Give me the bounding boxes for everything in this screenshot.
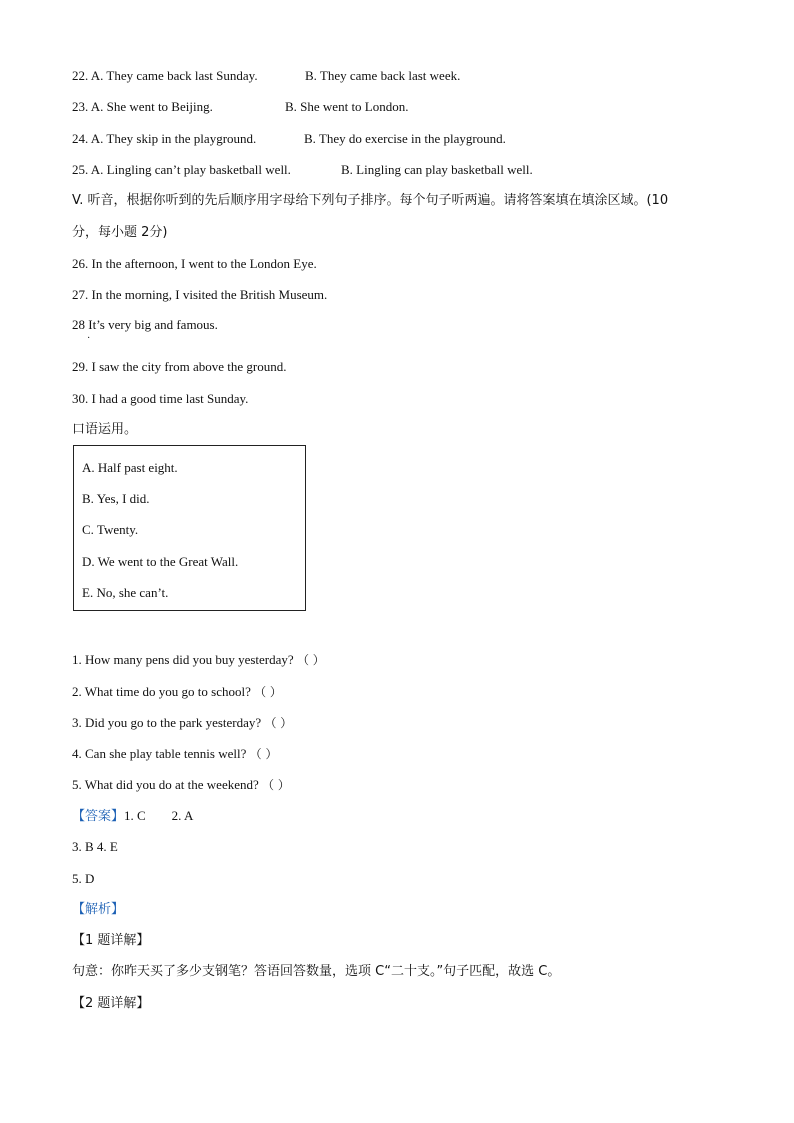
- box-option-d: D. We went to the Great Wall.: [82, 554, 239, 569]
- question-text: 4. Can she play table tennis well?: [72, 746, 247, 761]
- option-a-text: 23. A. She went to Beijing.: [72, 99, 213, 114]
- listening-question-23: [72, 99, 409, 115]
- box-option-a: A. Half past eight.: [82, 460, 178, 475]
- question-5: [72, 777, 290, 793]
- question-text: 5. What did you do at the weekend?: [72, 777, 259, 792]
- question-text: 3. Did you go to the park yesterday?: [72, 715, 262, 730]
- oral-section-title: 口语运用。: [72, 422, 138, 437]
- answer-label: 【答案】: [72, 809, 125, 824]
- question-text: 2. What time do you go to school?: [72, 684, 251, 699]
- sentence-29: 29. I saw the city from above the ground.: [72, 359, 287, 374]
- question-4: [72, 746, 277, 762]
- box-option-b: B. Yes, I did.: [82, 491, 150, 506]
- detail-1-text: 句意：你昨天买了多少支钢笔？答语回答数量，选项 C“二十支。”句子匹配，故选 C。: [72, 964, 561, 979]
- section-v-instruction-cont: 分，每小题 2分): [72, 225, 168, 240]
- listening-question-22: [72, 68, 461, 84]
- option-a-text: 25. A. Lingling can’t play basketball well.: [72, 162, 291, 177]
- answer-bracket: （ ）: [249, 747, 278, 761]
- question-2: [72, 684, 282, 700]
- answer-bracket: （ ）: [264, 716, 293, 730]
- detail-1-label: 【1 题详解】: [72, 933, 150, 948]
- sentence-30: 30. I had a good time last Sunday.: [72, 391, 249, 406]
- box-option-c: C. Twenty.: [82, 522, 139, 537]
- option-b-text: B. Lingling can play basketball well.: [341, 162, 533, 177]
- stray-dot: ·: [87, 333, 91, 344]
- answer-bracket: （ ）: [296, 653, 325, 667]
- listening-question-25: [72, 162, 533, 178]
- sentence-26: 26. In the afternoon, I went to the London Eye.: [72, 256, 317, 271]
- options-box: [73, 445, 306, 611]
- option-a-text: 22. A. They came back last Sunday.: [72, 68, 258, 83]
- answer-values: 1. C 2. A: [124, 808, 194, 823]
- answer-line-1: [72, 808, 193, 825]
- sentence-27: 27. In the morning, I visited the British Museum.: [72, 287, 328, 302]
- listening-question-24: [72, 131, 506, 147]
- question-1: [72, 652, 325, 668]
- answer-line-2: 3. B 4. E: [72, 839, 118, 854]
- option-b-text: B. They came back last week.: [305, 68, 461, 83]
- option-b-text: B. They do exercise in the playground.: [304, 131, 506, 146]
- section-v-instruction: V. 听音，根据你听到的先后顺序用字母给下列句子排序。每个句子听两遍。请将答案填在填涂区域。(10: [72, 193, 669, 208]
- sentence-28: 28 It’s very big and famous.: [72, 317, 218, 332]
- answer-bracket: （ ）: [262, 778, 290, 792]
- option-b-text: B. She went to London.: [285, 99, 409, 114]
- analysis-label: 【解析】: [72, 902, 125, 917]
- answer-line-3: 5. D: [72, 871, 95, 886]
- detail-2-label: 【2 题详解】: [72, 996, 150, 1011]
- question-text: 1. How many pens did you buy yesterday?: [72, 652, 294, 667]
- answer-bracket: （ ）: [254, 685, 282, 699]
- box-option-e: E. No, she can’t.: [82, 585, 169, 600]
- question-3: [72, 715, 292, 731]
- option-a-text: 24. A. They skip in the playground.: [72, 131, 257, 146]
